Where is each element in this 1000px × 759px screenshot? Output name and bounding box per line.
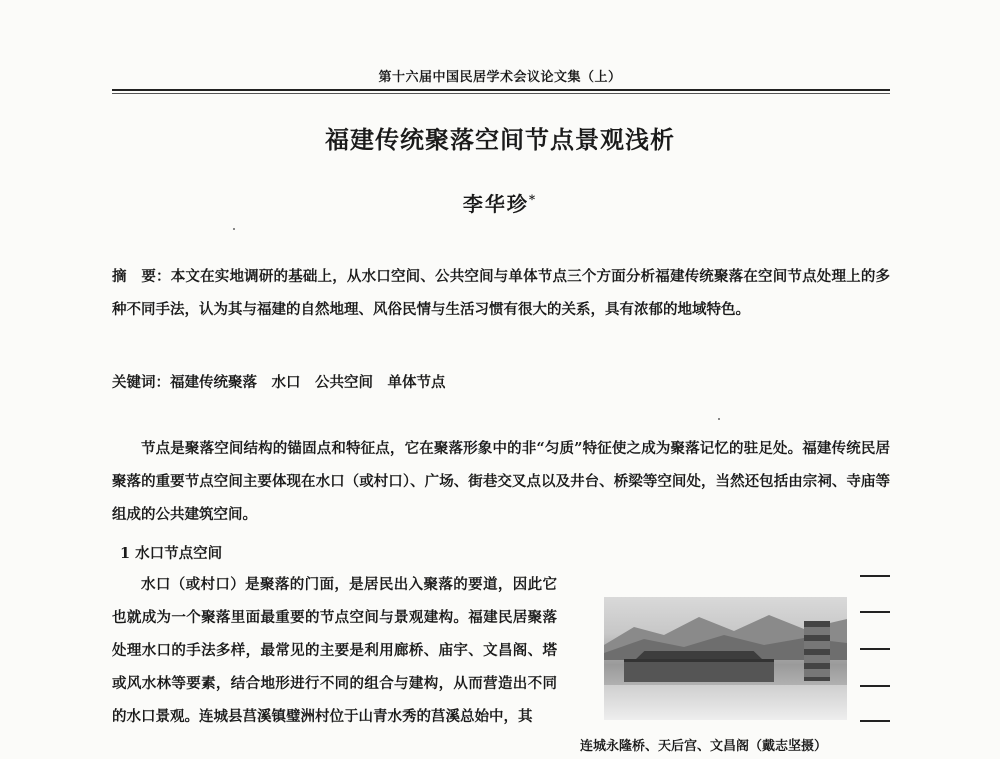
intro-paragraph: 节点是聚落空间结构的锚固点和特征点，它在聚落形象中的非“匀质”特征使之成为聚落记忆的驻足处。福建传统民居聚落的重要节点空间主要体现在水口（或村口）、广场、街巷交叉点以及井台、桥梁等空间处，当然还包括由宗祠、寺庙等组成的公共建筑空间。	[112, 440, 890, 523]
figure-caption: 连城永隆桥、天后宫、文昌阁（戴志坚摄）	[580, 739, 828, 754]
margin-mark	[860, 611, 890, 613]
author-line	[0, 188, 1000, 217]
paper-title: 福建传统聚落空间节点景观浅析	[325, 125, 675, 154]
margin-mark	[860, 648, 890, 650]
header-rule	[112, 89, 890, 91]
scan-speck	[718, 418, 720, 420]
abstract-label: 摘 要：	[112, 268, 171, 285]
keywords	[112, 366, 890, 399]
abstract-text: 本文在实地调研的基础上，从水口空间、公共空间与单体节点三个方面分析福建传统聚落在空间节点处理上的多种不同手法，认为其与福建的自然地理、风俗民情与生活习惯有很大的关系，具有浓郁的地域特色。	[112, 268, 890, 318]
figure-covered-bridge	[624, 659, 774, 682]
figure-photo	[604, 597, 847, 720]
abstract	[112, 260, 890, 326]
margin-mark	[860, 575, 890, 577]
scan-speck	[233, 228, 235, 230]
section-heading: 1 水口节点空间	[120, 545, 223, 562]
figure-river	[604, 685, 847, 720]
margin-mark	[860, 720, 890, 722]
keywords-text: 福建传统聚落 水口 公共空间 单体节点	[170, 374, 446, 391]
running-header: 第十六届中国民居学术会议论文集（上）	[378, 70, 622, 85]
author-footnote-mark: *	[528, 192, 538, 207]
section-body: 水口（或村口）是聚落的门面，是居民出入聚落的要道，因此它也就成为一个聚落里面最重要的节点空间与景观建构。福建民居聚落处理水口的手法多样，最常见的主要是利用廊桥、庙宇、文昌阁、塔或风水林等要素，结合地形进行不同的组合与建构，从而营造出不同的水口景观。连城县莒溪镇璧洲村位于山青水秀的莒溪总始中，其	[112, 576, 557, 725]
figure-pavilion	[804, 621, 830, 681]
margin-mark	[860, 685, 890, 687]
header-rule-thin	[112, 93, 890, 94]
author-name: 李华珍	[462, 192, 529, 216]
keywords-label: 关键词：	[112, 374, 170, 391]
